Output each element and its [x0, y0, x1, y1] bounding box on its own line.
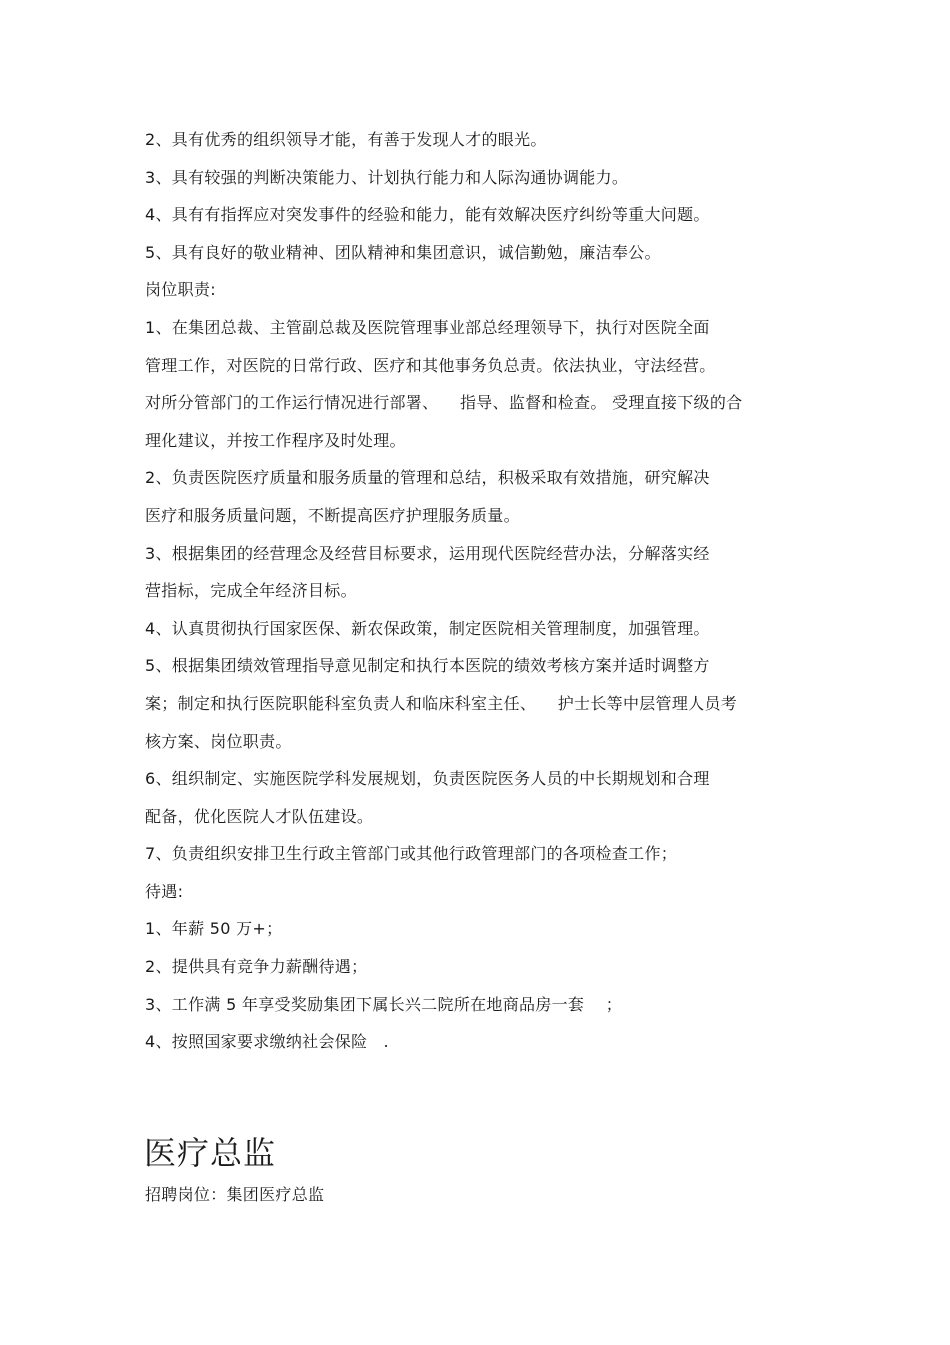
text-line: 5、根据集团绩效管理指导意见制定和执行本医院的绩效考核方案并适时调整方 — [145, 656, 710, 676]
text-line: 2、具有优秀的组织领导才能，有善于发现人才的眼光。 — [145, 130, 547, 149]
text-line: 2、负责医院医疗质量和服务质量的管理和总结，积极采取有效措施，研究解决 — [145, 468, 710, 488]
text-line: 医疗和服务质量问题，不断提高医疗护理服务质量。 — [145, 505, 520, 525]
text-line: 对所分管部门的工作运行情况进行部署、 指导、监督和检查。 受理直接下级的合 — [145, 393, 743, 413]
section-label-duties: 岗位职责: — [145, 280, 216, 300]
text-line: 理化建议，并按工作程序及时处理。 — [145, 430, 406, 450]
section-label-benefits: 待遇: — [145, 881, 184, 901]
text-line: 4、认真贯彻执行国家医保、新农保政策，制定医院相关管理制度，加强管理。 — [145, 618, 710, 638]
text-line: 2、提供具有竞争力薪酬待遇； — [145, 957, 368, 977]
text-line: 营指标，完成全年经济目标。 — [145, 581, 357, 601]
text-line: 7、负责组织安排卫生行政主管部门或其他行政管理部门的各项检查工作； — [145, 844, 678, 864]
text-line: 3、工作满 5 年享受奖励集团下属长兴二院所在地商品房一套 ； — [145, 994, 623, 1014]
text-line: 1、在集团总裁、主管副总裁及医院管理事业部总经理领导下，执行对医院全面 — [145, 317, 710, 337]
text-line: 3、具有较强的判断决策能力、计划执行能力和人际沟通协调能力。 — [145, 167, 629, 187]
text-line: 1、年薪 50 万+； — [145, 919, 283, 939]
section-heading: 医疗总监 — [144, 1134, 277, 1172]
text-line: 4、按照国家要求缴纳社会保险 . — [145, 1032, 389, 1052]
text-line: 3、根据集团的经营理念及经营目标要求，运用现代医院经营办法，分解落实经 — [145, 543, 710, 563]
text-line: 5、具有良好的敬业精神、团队精神和集团意识，诚信勤勉，廉洁奉公。 — [145, 242, 661, 262]
body-text — [145, 121, 825, 1061]
text-line: 配备，优化医院人才队伍建设。 — [145, 806, 374, 826]
text-line: 6、组织制定、实施医院学科发展规划，负责医院医务人员的中长期规划和合理 — [145, 769, 710, 789]
text-line: 4、具有有指挥应对突发事件的经验和能力，能有效解决医疗纠纷等重大问题。 — [145, 205, 710, 225]
text-line: 管理工作，对医院的日常行政、医疗和其他事务负总责。依法执业，守法经营。 — [145, 355, 716, 375]
text-line: 核方案、岗位职责。 — [145, 731, 292, 751]
text-line: 案；制定和执行医院职能科室负责人和临床科室主任、 护士长等中层管理人员考 — [145, 693, 738, 713]
position-line: 招聘岗位：集团医疗总监 — [145, 1185, 325, 1204]
